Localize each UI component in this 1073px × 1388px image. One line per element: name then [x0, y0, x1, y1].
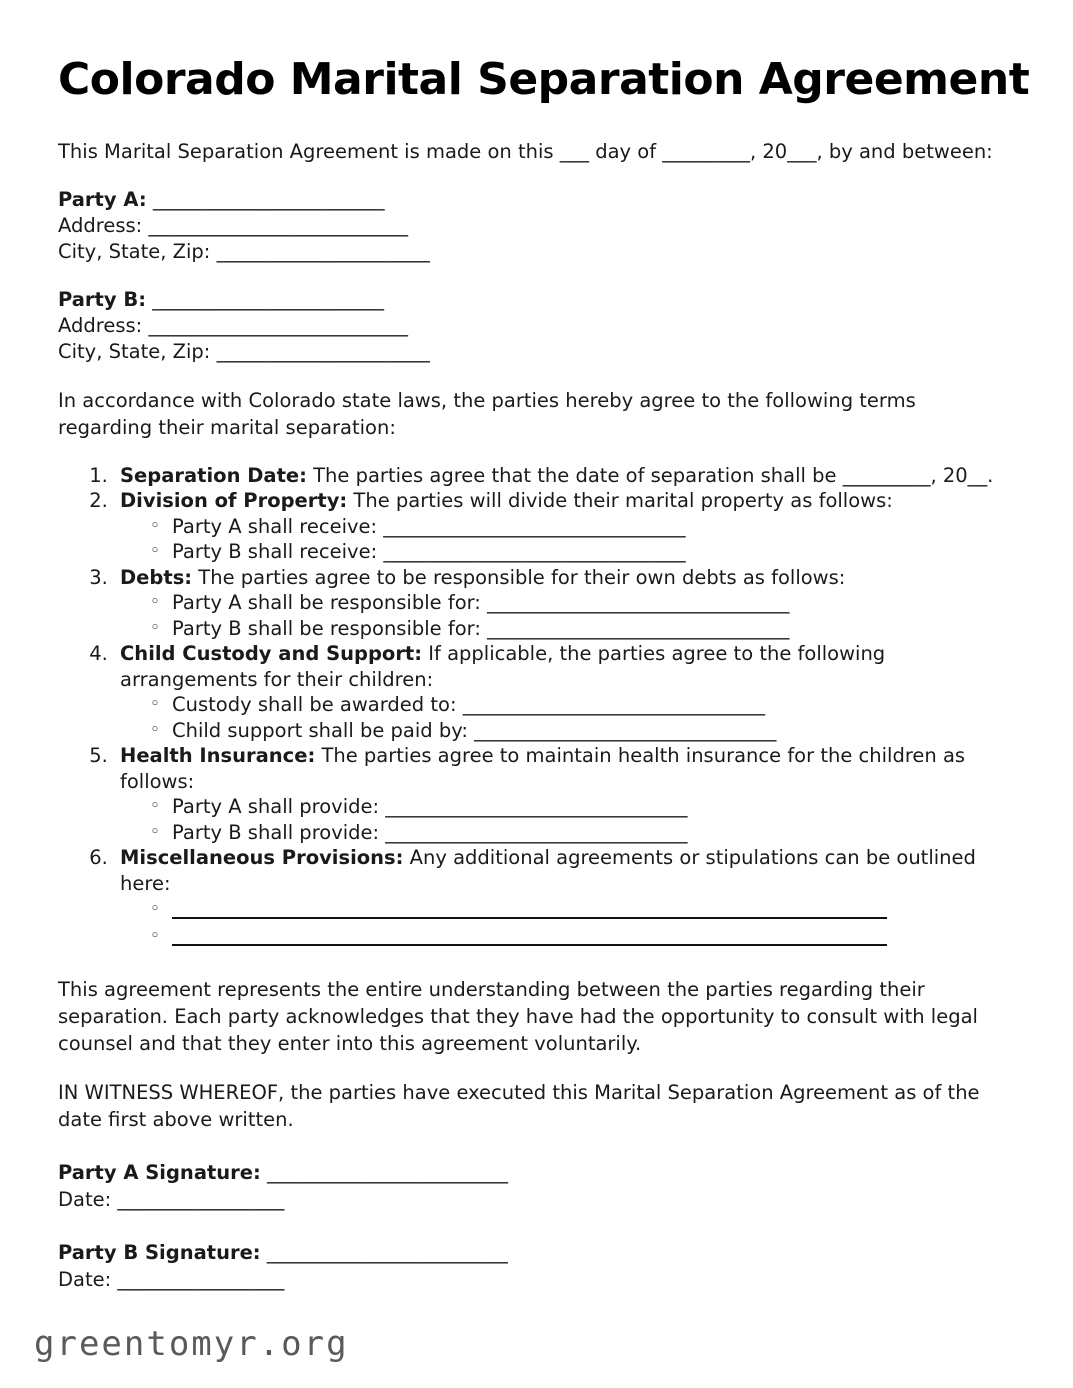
- term-item: [114, 845, 1013, 950]
- party-b-name-row: [58, 287, 1013, 313]
- term-subitem[interactable]: ◦ Party A shall provide: _______________________________: [172, 794, 1013, 820]
- signature-block-party-b: [58, 1239, 1013, 1293]
- term-item: [114, 463, 1013, 489]
- term-subitem[interactable]: ◦ Party B shall provide: _______________________________: [172, 820, 1013, 846]
- term-body: The parties will divide their marital property as follows:: [347, 489, 893, 513]
- term-heading: Debts:: [120, 565, 193, 589]
- term-heading: Miscellaneous Provisions:: [120, 846, 404, 870]
- term-body: If applicable, the parties agree to the following arrangements for their children:: [120, 642, 886, 691]
- term-body: Any additional agreements or stipulations can be outlined here:: [120, 846, 976, 895]
- party-a-city-label: City, State, Zip:: [58, 239, 211, 263]
- blank-rule[interactable]: [172, 932, 887, 946]
- party-a-signature-label: Party A Signature:: [58, 1161, 261, 1185]
- party-b-address-row: [58, 313, 1013, 339]
- signature-block-party-a: [58, 1159, 1013, 1213]
- term-heading: Health Insurance:: [120, 744, 316, 768]
- site-watermark: greentomyr.org: [34, 1324, 349, 1364]
- term-subitems: [120, 794, 1013, 845]
- party-a-date-label: Date:: [58, 1188, 112, 1212]
- term-subitem[interactable]: ◦ Child support shall be paid by: _______________________________: [172, 718, 1013, 744]
- term-subitem[interactable]: [172, 923, 1013, 950]
- party-b-address-blank[interactable]: ____________________________: [148, 313, 408, 337]
- party-b-city-label: City, State, Zip:: [58, 339, 211, 363]
- party-a-name-blank[interactable]: _________________________: [152, 187, 385, 211]
- intro-paragraph: This Marital Separation Agreement is made on this ___ day of _________, 20___, by and between:: [58, 139, 993, 163]
- party-b-address-label: Address:: [58, 313, 143, 337]
- party-b-date-row: [58, 1266, 1013, 1293]
- term-subitems: [120, 692, 1013, 743]
- party-b-signature-blank[interactable]: __________________________: [266, 1241, 508, 1265]
- term-subitem[interactable]: ◦ Party A shall be responsible for: _______________________________: [172, 590, 1013, 616]
- party-b-signature-label: Party B Signature:: [58, 1241, 261, 1265]
- blank-rule[interactable]: [172, 905, 887, 919]
- term-item: [114, 565, 1013, 642]
- terms-list: [58, 463, 1013, 951]
- party-a-address-label: Address:: [58, 213, 143, 237]
- party-a-block: [58, 187, 1013, 265]
- term-subitems: [120, 514, 1013, 565]
- term-text: [120, 845, 1000, 896]
- term-subitem[interactable]: ◦ Party B shall receive: _______________________________: [172, 539, 1013, 565]
- witness-paragraph: IN WITNESS WHEREOF, the parties have executed this Marital Separation Agreement as of the date first above written.: [58, 1081, 980, 1132]
- term-body: The parties agree to maintain health insurance for the children as follows:: [120, 744, 966, 793]
- term-subitem[interactable]: [172, 896, 1013, 923]
- term-heading: Child Custody and Support:: [120, 642, 423, 666]
- party-b-city-row: [58, 339, 1013, 365]
- term-text: [120, 488, 1000, 514]
- term-text: [120, 641, 1000, 692]
- party-b-name-label: Party B:: [58, 287, 147, 311]
- party-a-name-label: Party A:: [58, 187, 147, 211]
- closing-paragraph: This agreement represents the entire understanding between the parties regarding their separation. Each party acknowledges that they have had the opportunity to consult with legal counsel and that they enter into this agreement voluntarily.: [58, 978, 978, 1056]
- term-body: The parties agree to be responsible for their own debts as follows:: [192, 565, 846, 589]
- term-heading: Separation Date:: [120, 463, 307, 487]
- term-heading: Division of Property:: [120, 489, 348, 513]
- term-subitem[interactable]: ◦ Party B shall be responsible for: _______________________________: [172, 616, 1013, 642]
- term-text: [120, 463, 1000, 489]
- party-b-block: [58, 287, 1013, 365]
- party-a-city-blank[interactable]: _______________________: [216, 239, 430, 263]
- party-b-date-blank[interactable]: __________________: [117, 1268, 284, 1292]
- page-title: Colorado Marital Separation Agreement: [58, 54, 1030, 105]
- party-a-signature-blank[interactable]: __________________________: [267, 1161, 508, 1185]
- party-b-signature-row: [58, 1239, 1013, 1266]
- term-subitems: [120, 590, 1013, 641]
- party-a-date-blank[interactable]: __________________: [117, 1188, 284, 1212]
- term-item: [114, 743, 1013, 845]
- party-a-address-blank[interactable]: ____________________________: [148, 213, 408, 237]
- party-a-city-row: [58, 239, 1013, 265]
- party-a-name-row: [58, 187, 1013, 213]
- term-text: [120, 743, 1000, 794]
- term-body: The parties agree that the date of separation shall be _________, 20__.: [306, 463, 994, 487]
- term-subitem[interactable]: ◦ Custody shall be awarded to: _______________________________: [172, 692, 1013, 718]
- party-a-address-row: [58, 213, 1013, 239]
- party-a-signature-row: [58, 1159, 1013, 1186]
- term-item: [114, 641, 1013, 743]
- party-b-city-blank[interactable]: _______________________: [216, 339, 430, 363]
- party-a-date-row: [58, 1186, 1013, 1213]
- accordance-paragraph: In accordance with Colorado state laws, the parties hereby agree to the following terms regarding their marital separation:: [58, 388, 916, 439]
- term-item: [114, 488, 1013, 565]
- party-b-date-label: Date:: [58, 1268, 112, 1292]
- term-subitem[interactable]: ◦ Party A shall receive: _______________________________: [172, 514, 1013, 540]
- term-text: [120, 565, 1000, 591]
- party-b-name-blank[interactable]: _________________________: [152, 287, 384, 311]
- term-subitems: [120, 896, 1013, 950]
